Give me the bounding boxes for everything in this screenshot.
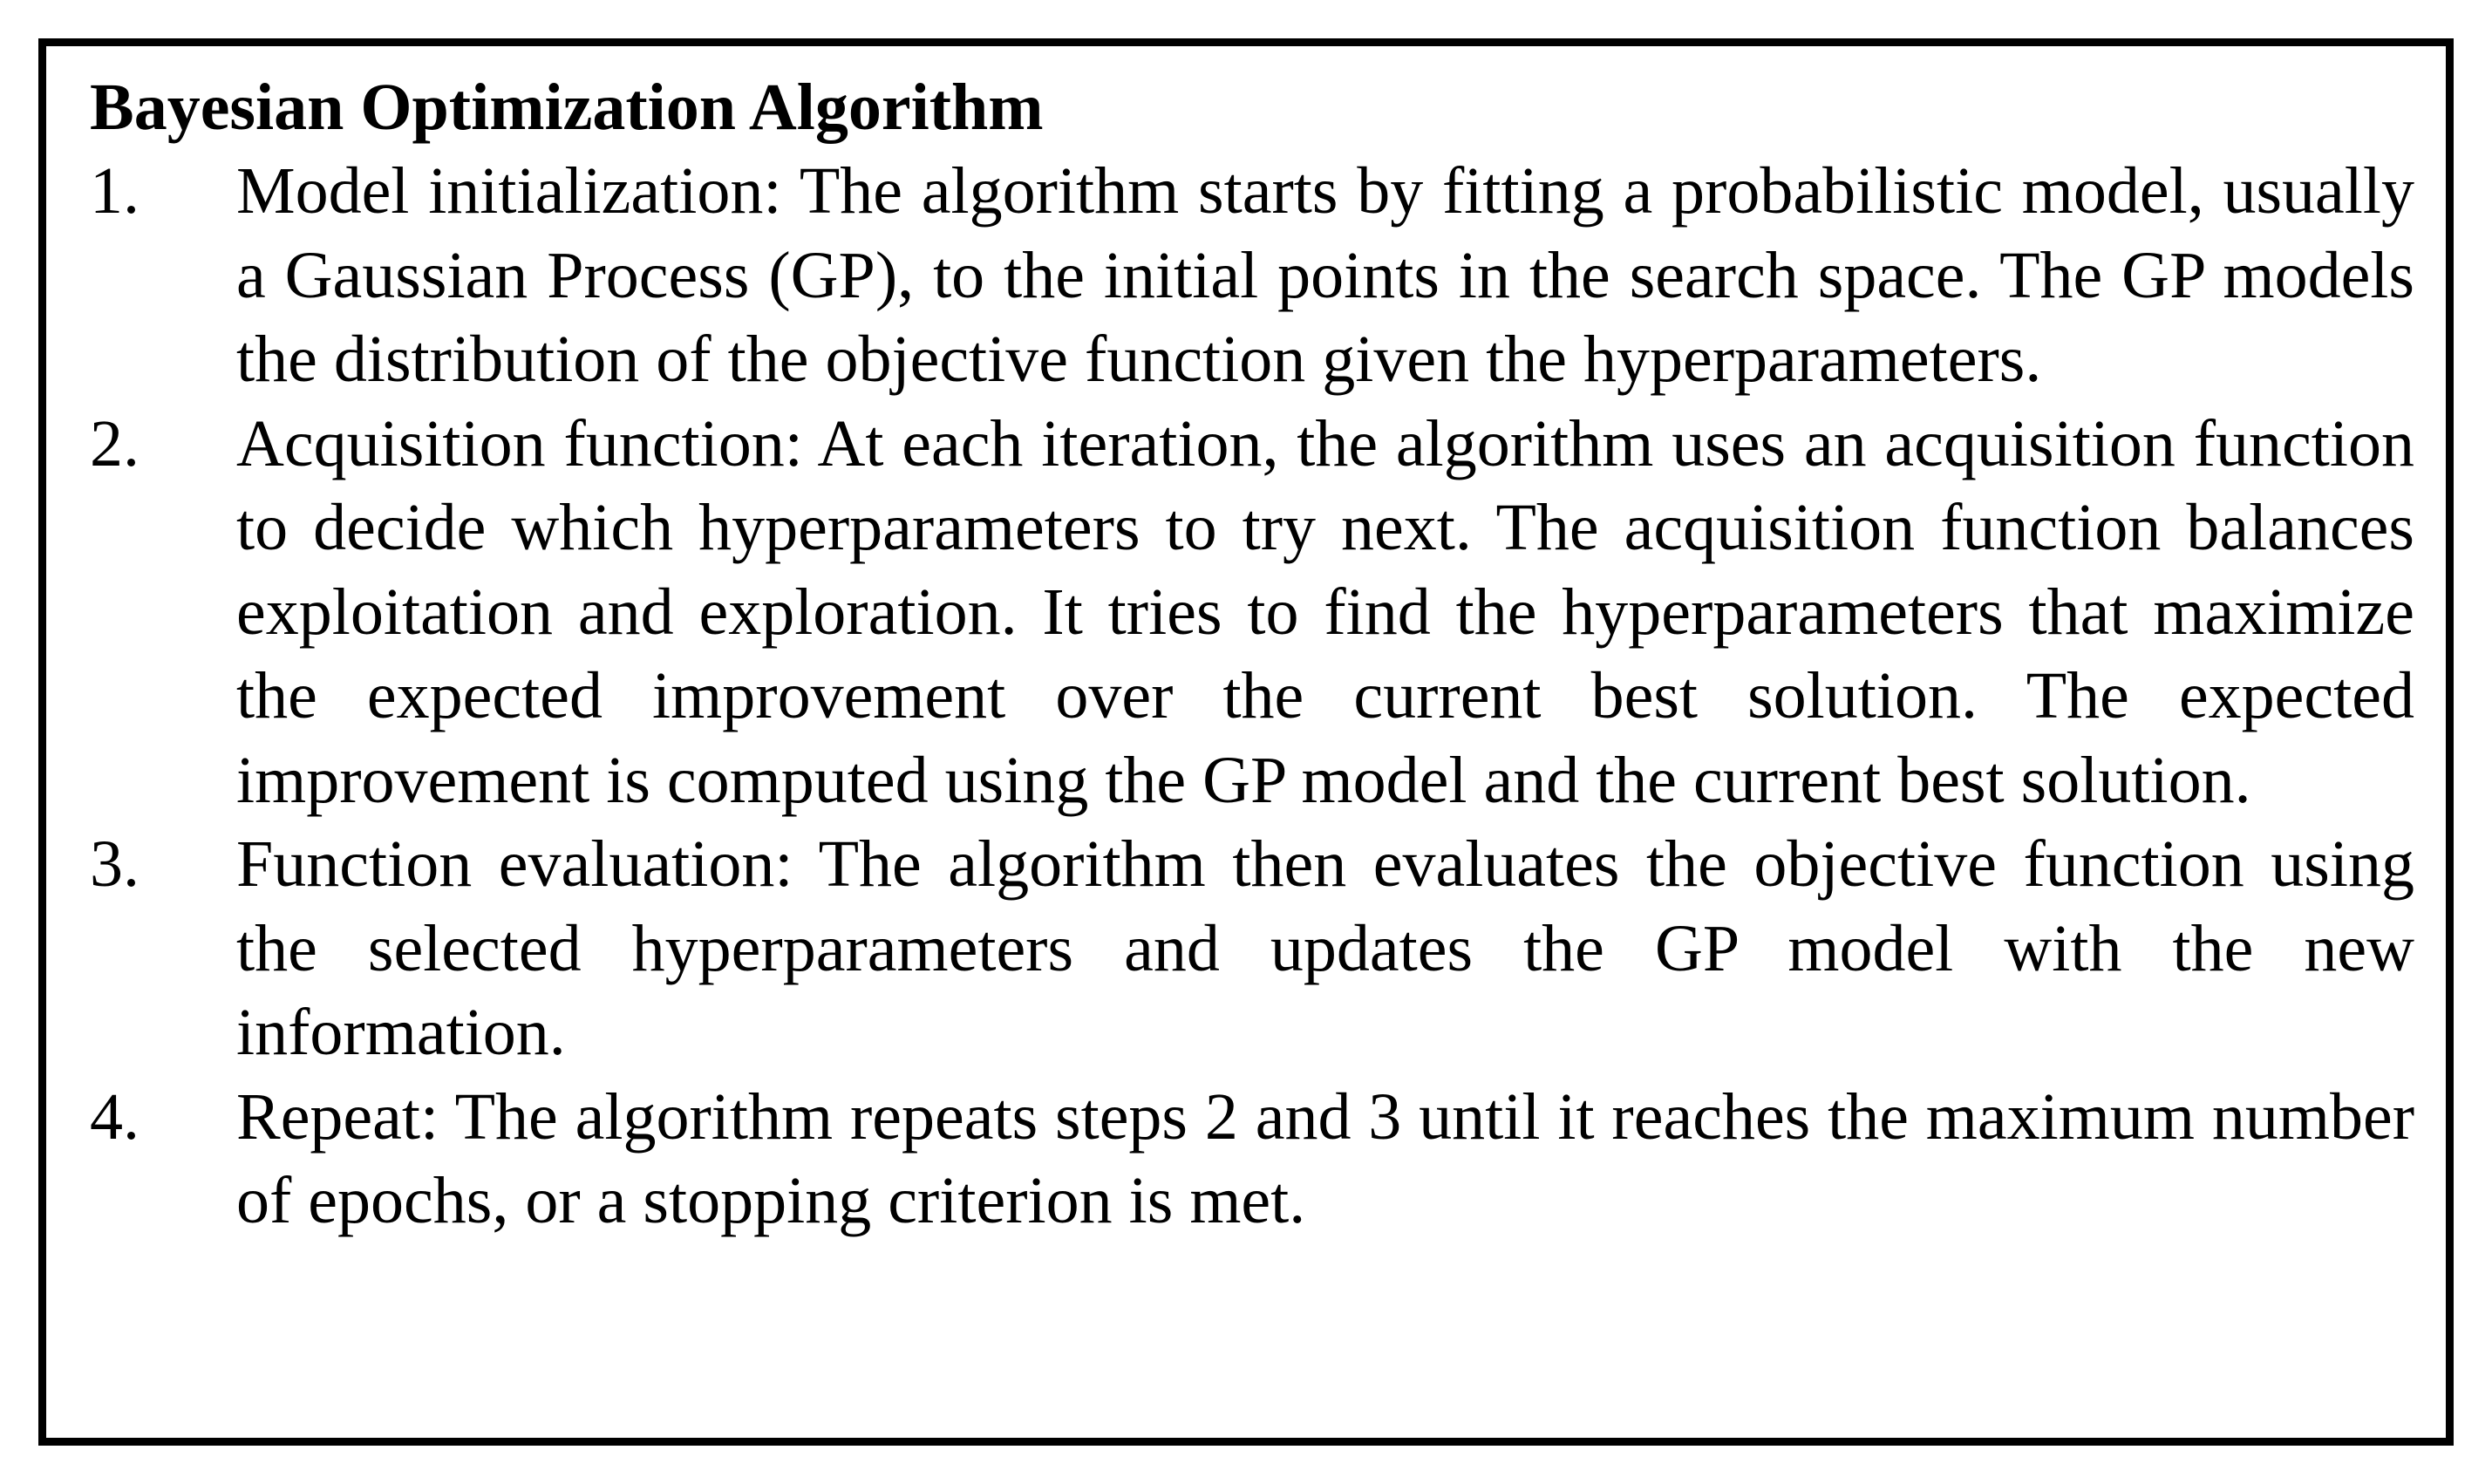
algorithm-box [38, 38, 2454, 1446]
algorithm-step-2 [90, 402, 2414, 823]
algorithm-step-1 [90, 149, 2414, 402]
step-text: Repeat: The algorithm repeats steps 2 and 3 until it reaches the maximum number of epochs, or a stopping criterion is met. [236, 1079, 2414, 1237]
step-text: Acquisition function: At each iteration, the algorithm uses an acquisition function to decide which hyperparameters to try next. The acquisition function balances exploitation and exploration. It tries to find the hyperparameters that maximize the expected improvement over the current best solution. The expected improvement is computed using the GP model and the current best solution. [236, 406, 2414, 817]
step-number: 2. [90, 406, 140, 480]
step-number: 3. [90, 827, 140, 901]
step-number: 4. [90, 1079, 140, 1154]
algorithm-title: Bayesian Optimization Algorithm [90, 71, 1044, 144]
step-number: 1. [90, 154, 140, 228]
algorithm-step-4 [90, 1075, 2414, 1243]
step-text: Function evaluation: The algorithm then evaluates the objective function using the selected hyperparameters and updates the GP model with the new information. [236, 827, 2414, 1069]
algorithm-steps-list [90, 149, 2414, 1243]
step-text: Model initialization: The algorithm starts by fitting a probabilistic model, usually a Gaussian Process (GP), to the initial points in the search space. The GP models the distribution of the objective function given the hyperparameters. [236, 154, 2414, 396]
algorithm-step-3 [90, 822, 2414, 1075]
